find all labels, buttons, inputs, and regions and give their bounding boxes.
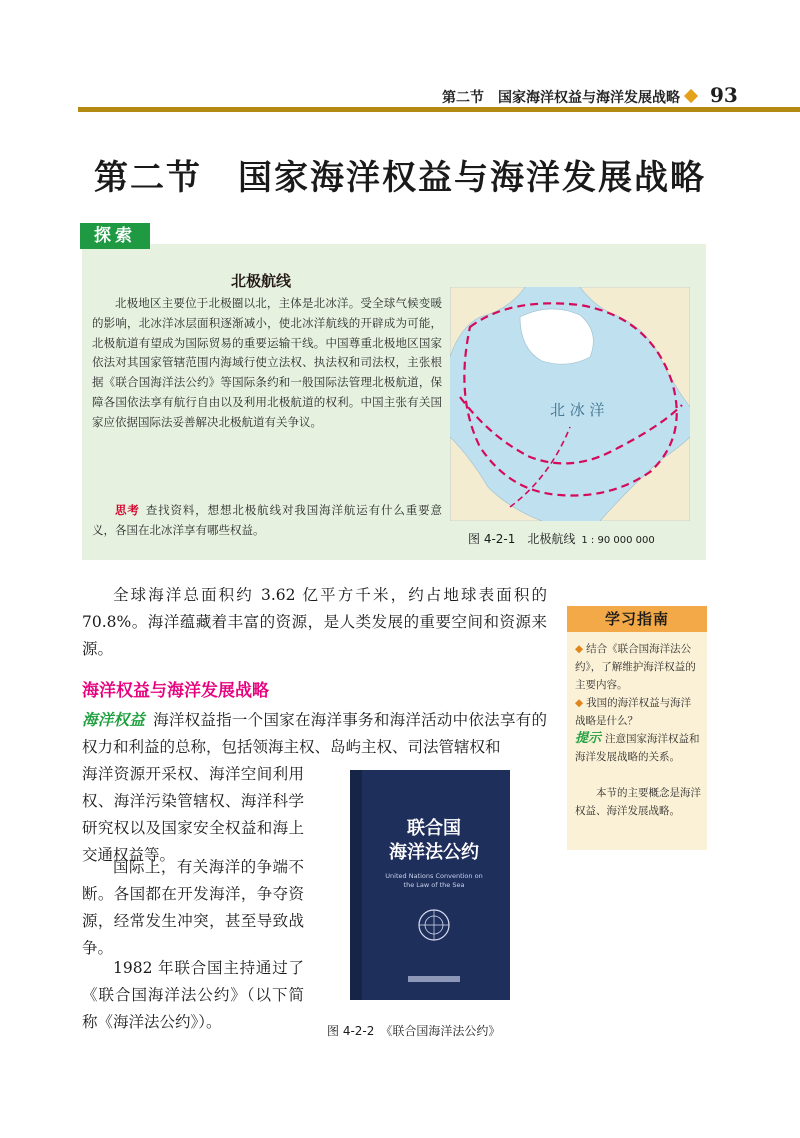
think-body: 查找资料，想想北极航线对我国海洋航运有什么重要意义，各国在北冰洋享有哪些权益。 bbox=[92, 503, 443, 537]
study-guide-title: 学习指南 bbox=[567, 606, 707, 632]
book-english-line2: the Law of the Sea bbox=[403, 881, 465, 889]
diamond-bullet-icon: ◆ bbox=[575, 697, 584, 709]
explore-title: 北极航线 bbox=[230, 272, 291, 290]
book-spine bbox=[350, 770, 362, 1000]
rights-paragraph-1 bbox=[82, 707, 547, 761]
guide-item-2-text: 我国的海洋权益与海洋战略是什么？ bbox=[575, 697, 692, 727]
tip-label: 提示 bbox=[575, 731, 602, 746]
book-english-line1: United Nations Convention on bbox=[385, 872, 483, 880]
guide-item-2 bbox=[575, 694, 701, 730]
rights-definition: 海洋权益指一个国家在海洋事务和海洋活动中依法享有的权力和利益的总称，包括领海主权、岛屿主权、司法管辖权和 bbox=[82, 711, 547, 756]
book-caption: 图 4-2-2 《联合国海洋法公约》 bbox=[327, 1024, 501, 1038]
arctic-route-map bbox=[450, 287, 690, 521]
map-caption-text: 图 4-2-1 北极航线 bbox=[468, 532, 576, 546]
rights-paragraph-3: 国际上，有关海洋的争端不断。各国都在开发海洋，争夺资源，经常发生冲突，甚至导致战争。 bbox=[82, 858, 304, 957]
guide-concept: 本节的主要概念是海洋权益、海洋发展战略。 bbox=[575, 787, 701, 817]
think-paragraph bbox=[92, 500, 442, 540]
guide-item-1-text: 结合《联合国海洋法公约》，了解维护海洋权益的主要内容。 bbox=[575, 643, 696, 691]
tip-text: 注意国家海洋权益和海洋发展战略的关系。 bbox=[575, 733, 700, 763]
page-number: 93 bbox=[710, 83, 738, 107]
diamond-bullet-icon: ◆ bbox=[575, 643, 584, 655]
map-scale: 1 : 90 000 000 bbox=[581, 535, 655, 546]
book-title-line2: 海洋法公约 bbox=[389, 842, 479, 863]
book-title-line1: 联合国 bbox=[407, 818, 461, 839]
explore-paragraph: 北极地区主要位于北极圈以北，主体是北冰洋。受全球气候变暖的影响，北冰洋冰层面积逐渐减小，使北冰洋航线的开辟成为可能，北极航道有望成为国际贸易的重要运输干线。中国尊重北极地区国家依法对其国家管辖范围内海域行使立法权、执法权和司法权，主张根据《联合国海洋法公约》等国际条约和一般国际法管理北极航道，保障各国依法享有航行自由以及利用北极航道的权利。中国主张有关国家应依据国际法妥善解决北极航道有关争议。 bbox=[92, 296, 442, 429]
rights-paragraph-2: 海洋资源开采权、海洋空间利用权、海洋污染管辖权、海洋科学研究权以及国家安全权益和海上交通权益等。 bbox=[82, 765, 304, 864]
book-publisher-mark bbox=[408, 976, 460, 982]
rights-lead-term: 海洋权益 bbox=[82, 711, 146, 729]
intro-paragraph: 全球海洋总面积约 3.62 亿平方千米，约占地球表面积的 70.8%。海洋蕴藏着丰富的资源，是人类发展的重要空间和资源来源。 bbox=[82, 586, 547, 658]
explore-label: 探索 bbox=[80, 223, 150, 249]
map-caption bbox=[468, 530, 655, 547]
think-label: 思考 bbox=[115, 503, 140, 517]
header-rule bbox=[78, 107, 800, 112]
guide-item-1 bbox=[575, 640, 701, 694]
page-title: 第二节 国家海洋权益与海洋发展战略 bbox=[94, 158, 706, 198]
guide-tip bbox=[575, 730, 701, 766]
rights-paragraph-4: 1982 年联合国主持通过了《联合国海洋法公约》（以下简称《海洋法公约》）。 bbox=[82, 959, 304, 1031]
header-diamond-icon bbox=[684, 89, 698, 103]
section-heading: 海洋权益与海洋发展战略 bbox=[82, 681, 269, 701]
convention-book-image bbox=[350, 770, 510, 1000]
running-header: 第二节 国家海洋权益与海洋发展战略 bbox=[442, 90, 680, 106]
map-ocean-label: 北 冰 洋 bbox=[550, 401, 605, 419]
un-emblem-icon bbox=[419, 910, 449, 940]
